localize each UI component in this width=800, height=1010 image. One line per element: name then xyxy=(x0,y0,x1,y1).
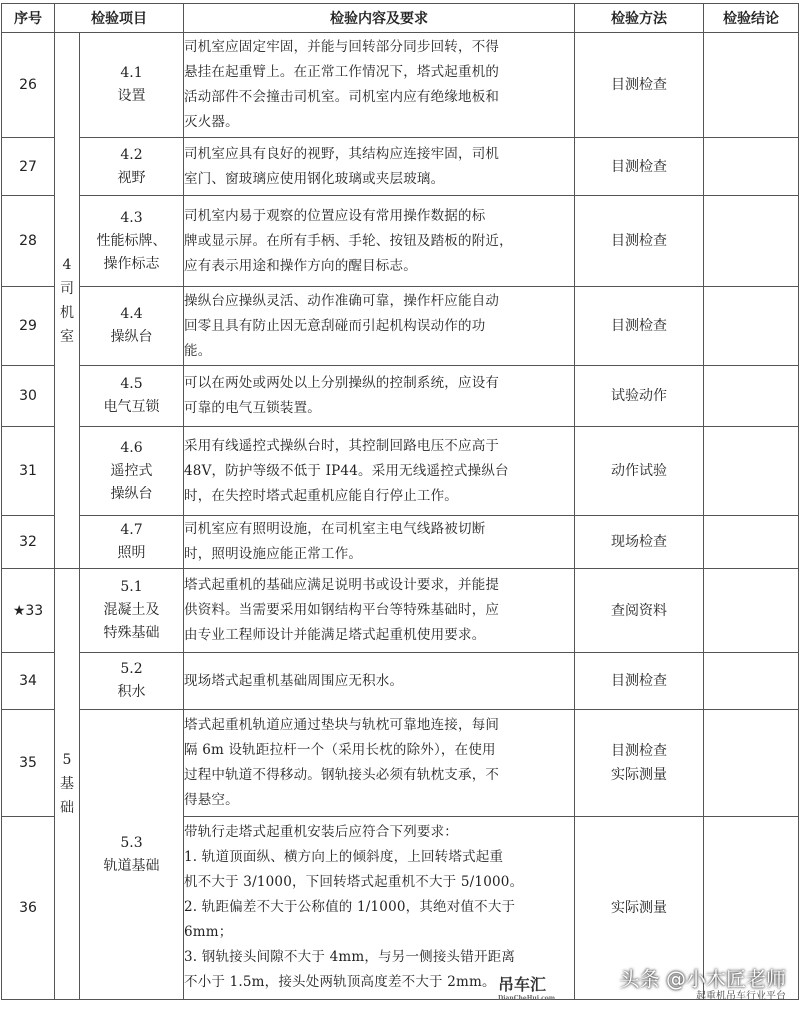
method-cell: 现场检查 xyxy=(575,516,704,569)
requirement-cell: 塔式起重机轨道应通过垫块与轨枕可靠地连接，每间 隔 6m 设轨距拉杆一个（采用长枕的除外），在使用 过程中轨道不得移动。钢轨接头必须有轨枕支承，不 得悬空。 xyxy=(184,710,575,817)
requirement-cell: 塔式起重机的基础应满足说明书或设计要求，并能提 供资料。当需要采用如钢结构平台等特殊基础时，应 由专业工程师设计并能满足塔式起重机使用要求。 xyxy=(184,569,575,653)
item-cell: 4.7 照明 xyxy=(80,516,184,569)
result-cell xyxy=(704,138,799,196)
method-cell: 实际测量 xyxy=(575,817,704,1000)
method-cell: 查阅资料 xyxy=(575,569,704,653)
table-row xyxy=(2,33,799,138)
header-no: 序号 xyxy=(2,4,55,33)
category-foundation: 5 基 础 xyxy=(55,569,80,1000)
method-cell: 试验动作 xyxy=(575,366,704,427)
row-number: 32 xyxy=(2,516,55,569)
result-cell xyxy=(704,653,799,710)
table-header-row xyxy=(2,4,799,33)
watermark-logo: 吊车汇 DianCheHui.com xyxy=(498,975,556,1002)
table-row xyxy=(2,569,799,653)
result-cell xyxy=(704,366,799,427)
item-cell: 4.4 操纵台 xyxy=(80,287,184,366)
method-cell: 目测检查 xyxy=(575,196,704,287)
result-cell xyxy=(704,710,799,817)
row-number: ★33 xyxy=(2,569,55,653)
category-cab: 4 司 机 室 xyxy=(55,33,80,569)
requirement-cell: 司机室应有照明设施，在司机室主电气线路被切断 时，照明设施应能正常工作。 xyxy=(184,516,575,569)
row-number: 29 xyxy=(2,287,55,366)
header-requirements: 检验内容及要求 xyxy=(184,4,575,33)
result-cell xyxy=(704,287,799,366)
row-number: 26 xyxy=(2,33,55,138)
requirement-cell: 操纵台应操纵灵活、动作准确可靠，操作杆应能自动 回零且具有防止因无意刮碰而引起机构误动作的功 能。 xyxy=(184,287,575,366)
item-cell: 4.2 视野 xyxy=(80,138,184,196)
method-cell: 目测检查 实际测量 xyxy=(575,710,704,817)
method-cell: 目测检查 xyxy=(575,138,704,196)
method-cell: 目测检查 xyxy=(575,653,704,710)
table-row xyxy=(2,427,799,516)
item-cell: 5.3 轨道基础 xyxy=(80,710,184,1000)
table-row xyxy=(2,710,799,817)
inspection-table xyxy=(1,3,799,1000)
item-cell: 4.1 设置 xyxy=(80,33,184,138)
row-number: 30 xyxy=(2,366,55,427)
row-number: 35 xyxy=(2,710,55,817)
requirement-cell: 司机室应具有良好的视野，其结构应连接牢固，司机 室门、窗玻璃应使用钢化玻璃或夹层玻璃。 xyxy=(184,138,575,196)
table-row xyxy=(2,287,799,366)
result-cell xyxy=(704,516,799,569)
result-cell xyxy=(704,569,799,653)
item-cell: 4.3 性能标牌、 操作标志 xyxy=(80,196,184,287)
requirement-cell: 采用有线遥控式操纵台时，其控制回路电压不应高于 48V，防护等级不低于 IP44。采用无线遥控式操纵台 时，在失控时塔式起重机应能自行停止工作。 xyxy=(184,427,575,516)
requirement-cell: 司机室应固定牢固，并能与回转部分同步回转，不得 悬挂在起重臂上。在正常工作情况下，塔式起重机的 活动部件不会撞击司机室。司机室内应有绝缘地板和 灭火器。 xyxy=(184,33,575,138)
row-number: 36 xyxy=(2,817,55,1000)
table-row xyxy=(2,138,799,196)
row-number: 31 xyxy=(2,427,55,516)
item-cell: 4.5 电气互锁 xyxy=(80,366,184,427)
table-row xyxy=(2,196,799,287)
header-result: 检验结论 xyxy=(704,4,799,33)
result-cell xyxy=(704,33,799,138)
table-row xyxy=(2,516,799,569)
header-method: 检验方法 xyxy=(575,4,704,33)
item-cell: 5.2 积水 xyxy=(80,653,184,710)
method-cell: 目测检查 xyxy=(575,287,704,366)
table-row xyxy=(2,366,799,427)
method-cell: 目测检查 xyxy=(575,33,704,138)
row-number: 34 xyxy=(2,653,55,710)
requirement-cell: 司机室内易于观察的位置应设有常用操作数据的标 牌或显示屏。在所有手柄、手轮、按钮及踏板的附近， 应有表示用途和操作方向的醒目标志。 xyxy=(184,196,575,287)
result-cell xyxy=(704,196,799,287)
requirement-cell: 现场塔式起重机基础周围应无积水。 xyxy=(184,653,575,710)
header-item: 检验项目 xyxy=(55,4,184,33)
requirement-cell: 可以在两处或两处以上分别操纵的控制系统，应设有 可靠的电气互锁装置。 xyxy=(184,366,575,427)
row-number: 28 xyxy=(2,196,55,287)
item-cell: 4.6 遥控式 操纵台 xyxy=(80,427,184,516)
item-cell: 5.1 混凝土及 特殊基础 xyxy=(80,569,184,653)
requirement-cell: 带轨行走塔式起重机安装后应符合下列要求： 1. 轨道顶面纵、横方向上的倾斜度，上回转塔式起重 机不大于 3/1000，下回转塔式起重机不大于 5/1000。 2. 轨距偏差不大于公称值的 1/1000，其绝对值不大于 6mm； 3. 钢轨接头间隙不大于 4mm，与另一侧接头错开距离 不小于 1.5m，接头处两轨顶高度差不大于 2mm。 xyxy=(184,817,575,1000)
row-number: 27 xyxy=(2,138,55,196)
table-row xyxy=(2,653,799,710)
method-cell: 动作试验 xyxy=(575,427,704,516)
watermark-tagline: 起重机吊车行业平台 xyxy=(696,991,786,1002)
watermark-author: 头条 @小木匠老师 xyxy=(619,967,786,991)
result-cell xyxy=(704,427,799,516)
